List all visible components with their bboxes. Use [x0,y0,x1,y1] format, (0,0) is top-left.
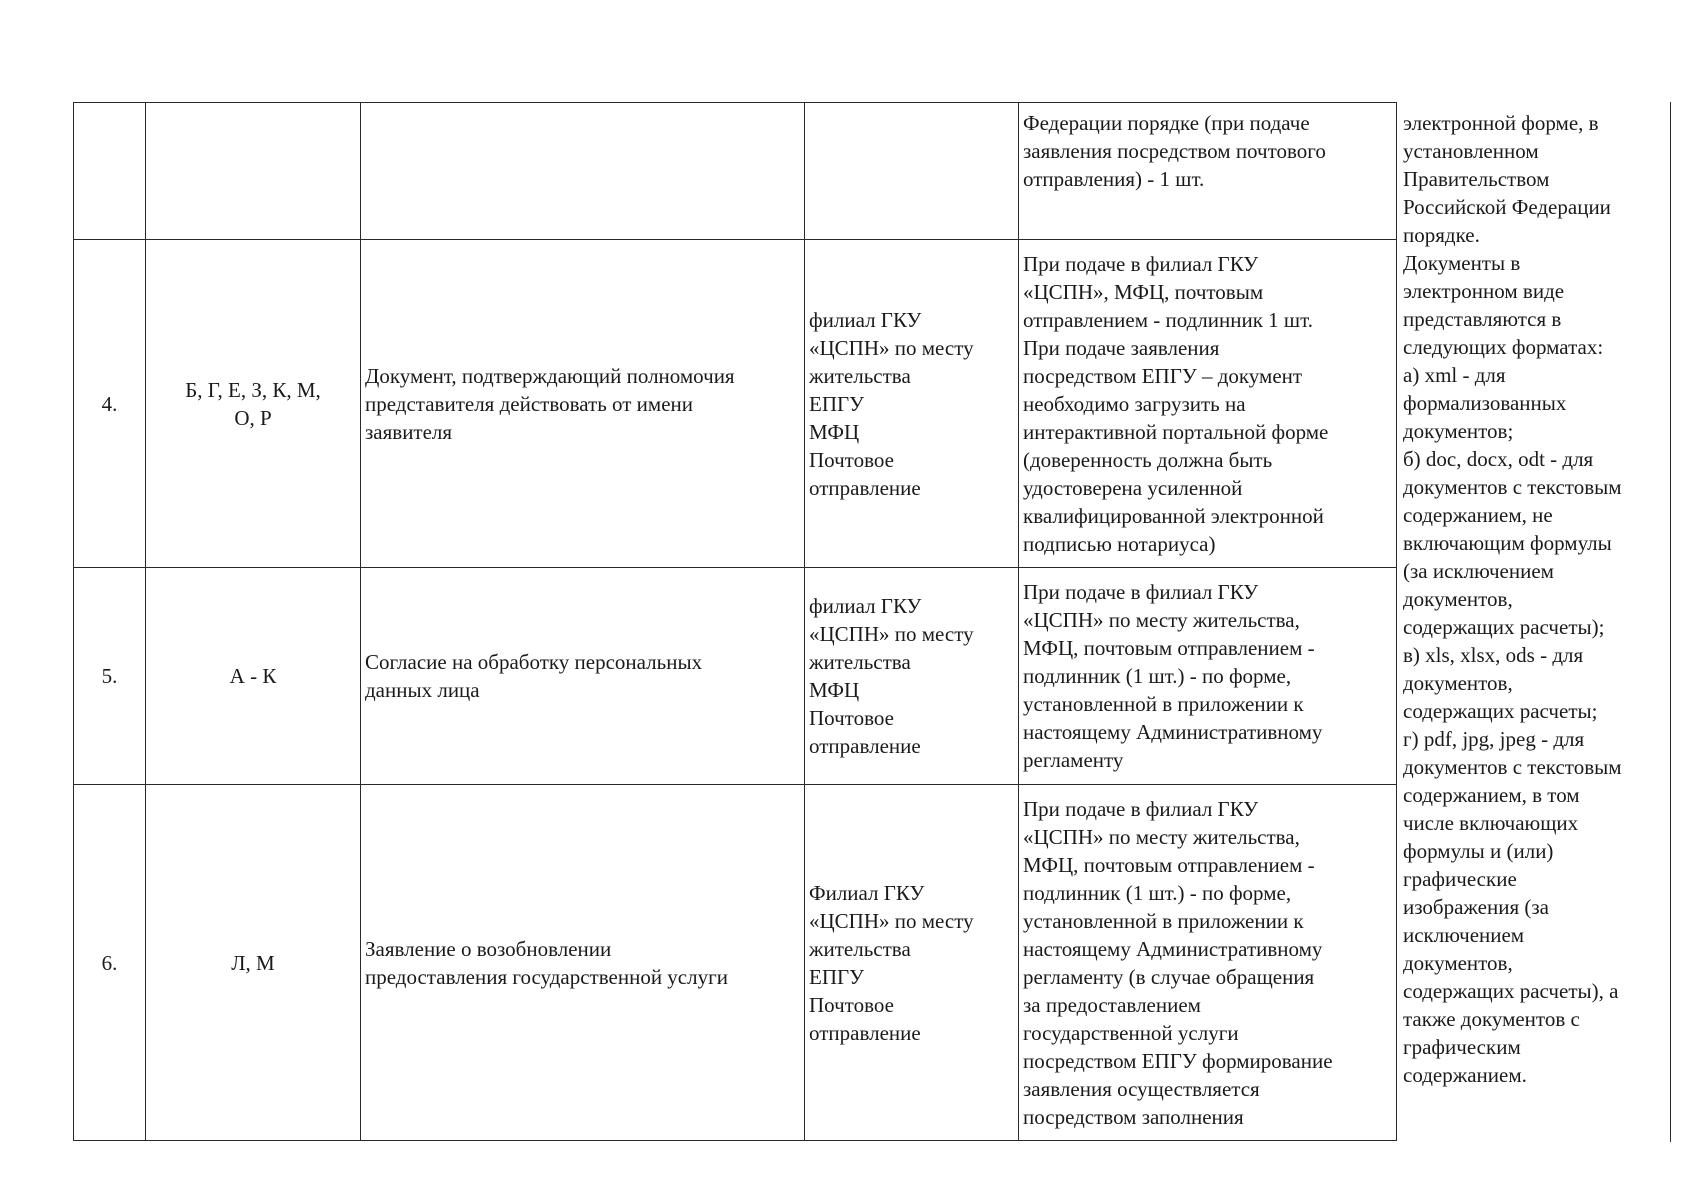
categories-cell [146,785,361,1141]
categories-cell [146,568,361,785]
document-table [73,102,1671,1141]
submission-place-cell [805,103,1019,240]
text-line: графические [1403,866,1517,891]
text-line: отправление [809,475,921,500]
text-line: регламенту (в случае обращения [1023,964,1315,989]
text-line: МФЦ [809,419,860,444]
text-line: предоставления государственной услуги [365,964,728,989]
text-line: содержанием. [1403,1062,1527,1087]
submission-method-cell [1019,568,1397,785]
text-line: заявителя [365,419,453,444]
text-line: Согласие на обработку персональных [365,650,703,674]
text-line: документов с текстовым [1403,754,1622,779]
text-line: Документ, подтверждающий полномочия [365,363,735,388]
text-line: Почтовое [809,992,894,1017]
text-line: заявления посредством почтового [1023,139,1326,163]
text-line: Филиал ГКУ [809,880,925,905]
text-line: подлинник (1 шт.) - по форме, [1023,664,1292,688]
page-right-border-line [1670,102,1671,1142]
text-line: отправление [809,1020,921,1045]
text-line: в) xls, xlsx, ods - для [1403,642,1584,667]
text-line: б) doc, docx, odt - для [1403,446,1594,471]
text-line: МФЦ, почтовым отправлением - [1023,852,1315,877]
document-name-cell [361,785,805,1141]
text-line: квалифицированной электронной [1023,503,1324,528]
row-number-cell: 5. [74,568,146,785]
text-line: ЕПГУ [809,391,865,416]
text-line: настоящему Административному [1023,720,1323,744]
text-line: настоящему Административному [1023,936,1323,961]
text-line: исключением [1403,922,1525,947]
text-line: следующих форматах: [1403,334,1604,359]
text-line: «ЦСПН» по месту жительства, [1023,608,1300,632]
text-line: содержащих расчеты; [1403,698,1598,723]
text-line: установленной в приложении к [1023,908,1304,933]
text-line: подлинник (1 шт.) - по форме, [1023,880,1292,905]
submission-place-cell [805,240,1019,568]
text-line: порядке. [1403,222,1480,247]
text-line: представителя действовать от имени [365,391,693,416]
text-line: интерактивной портальной форме [1023,419,1329,444]
text-line: Б, Г, Е, З, К, М, [185,377,321,402]
text-line: отправления) - 1 шт. [1023,167,1205,191]
text-line: А - К [229,664,277,688]
text-line: г) pdf, jpg, jpeg - для [1403,726,1585,751]
document-name-cell [361,103,805,240]
text-line: документов, [1403,586,1513,611]
text-line: документов, [1403,670,1513,695]
submission-method-cell [1019,103,1397,240]
text-line: государственной услуги [1023,1020,1239,1045]
text-line: (доверенность должна быть [1023,447,1273,472]
text-line: филиал ГКУ [809,307,922,332]
row-number-cell: 4. [74,240,146,568]
text-line: Правительством [1403,166,1550,191]
text-line: а) xml - для [1403,362,1506,387]
text-line: изображения (за [1403,894,1549,919]
text-line: При подаче в филиал ГКУ [1023,580,1259,604]
text-line: удостоверена усиленной [1023,475,1243,500]
text-line: жительства [809,936,911,961]
document-name-cell [361,240,805,568]
text-line: документов с текстовым [1403,474,1622,499]
text-line: филиал ГКУ [809,594,922,618]
text-line: числе включающих [1403,810,1579,835]
text-line: жительства [809,650,911,674]
text-line: содержащих расчеты), а [1403,978,1619,1003]
text-line: электронном виде [1403,278,1565,303]
text-line: также документов с [1403,1006,1580,1031]
text-line: МФЦ, почтовым отправлением - [1023,636,1315,660]
text-line: «ЦСПН» по месту [809,622,974,646]
text-line: При подаче в филиал ГКУ [1023,796,1259,821]
submission-method-cell [1019,785,1397,1141]
text-line: формализованных [1403,390,1567,415]
submission-place-cell [805,568,1019,785]
text-line: содержащих расчеты); [1403,614,1605,639]
text-line: установленной в приложении к [1023,692,1304,716]
submission-method-cell [1019,240,1397,568]
submission-place-cell [805,785,1019,1141]
row-number-cell: 6. [74,785,146,1141]
text-line: (за исключением [1403,558,1554,583]
text-line: Заявление о возобновлении [365,936,612,961]
text-line: подписью нотариуса) [1023,531,1216,556]
text-line: Почтовое [809,447,894,472]
text-line: посредством ЕПГУ – документ [1023,363,1303,388]
text-line: О, Р [234,405,272,430]
text-line: содержанием, в том [1403,782,1580,807]
table-row [74,103,1671,240]
text-line: посредством заполнения [1023,1104,1244,1129]
categories-cell [146,240,361,568]
text-line: отправлением - подлинник 1 шт. [1023,307,1313,332]
text-line: документов; [1403,418,1514,443]
text-line: жительства [809,363,911,388]
text-line: «ЦСПН», МФЦ, почтовым [1023,279,1264,304]
categories-cell [146,103,361,240]
text-line: заявления осуществляется [1023,1076,1260,1101]
text-line: включающим формулы [1403,530,1612,555]
text-line: документов, [1403,950,1513,975]
text-line: графическим [1403,1034,1521,1059]
row-number-cell [74,103,146,240]
text-line: Л, М [231,950,275,975]
text-line: необходимо загрузить на [1023,391,1246,416]
text-line: Российской Федерации [1403,194,1611,219]
text-line: посредством ЕПГУ формирование [1023,1048,1333,1073]
text-line: за предоставлением [1023,992,1201,1017]
text-line: данных лица [365,678,480,702]
text-line: содержанием, не [1403,502,1553,527]
text-line: установленном [1403,138,1539,163]
text-line: представляются в [1403,306,1562,331]
text-line: При подаче заявления [1023,335,1220,360]
text-line: «ЦСПН» по месту жительства, [1023,824,1300,849]
text-line: регламенту [1023,748,1124,772]
text-line: «ЦСПН» по месту [809,908,974,933]
document-name-cell [361,568,805,785]
text-line: Почтовое [809,706,894,730]
text-line: Документы в [1403,250,1521,275]
text-line: ЕПГУ [809,964,865,989]
text-line: электронной форме, в [1403,110,1599,135]
text-line: Федерации порядке (при подаче [1023,111,1310,135]
text-line: МФЦ [809,678,860,702]
formats-note-cell [1397,103,1671,1141]
text-line: «ЦСПН» по месту [809,335,974,360]
text-line: При подаче в филиал ГКУ [1023,251,1259,276]
text-line: отправление [809,734,921,758]
text-line: формулы и (или) [1403,838,1554,863]
